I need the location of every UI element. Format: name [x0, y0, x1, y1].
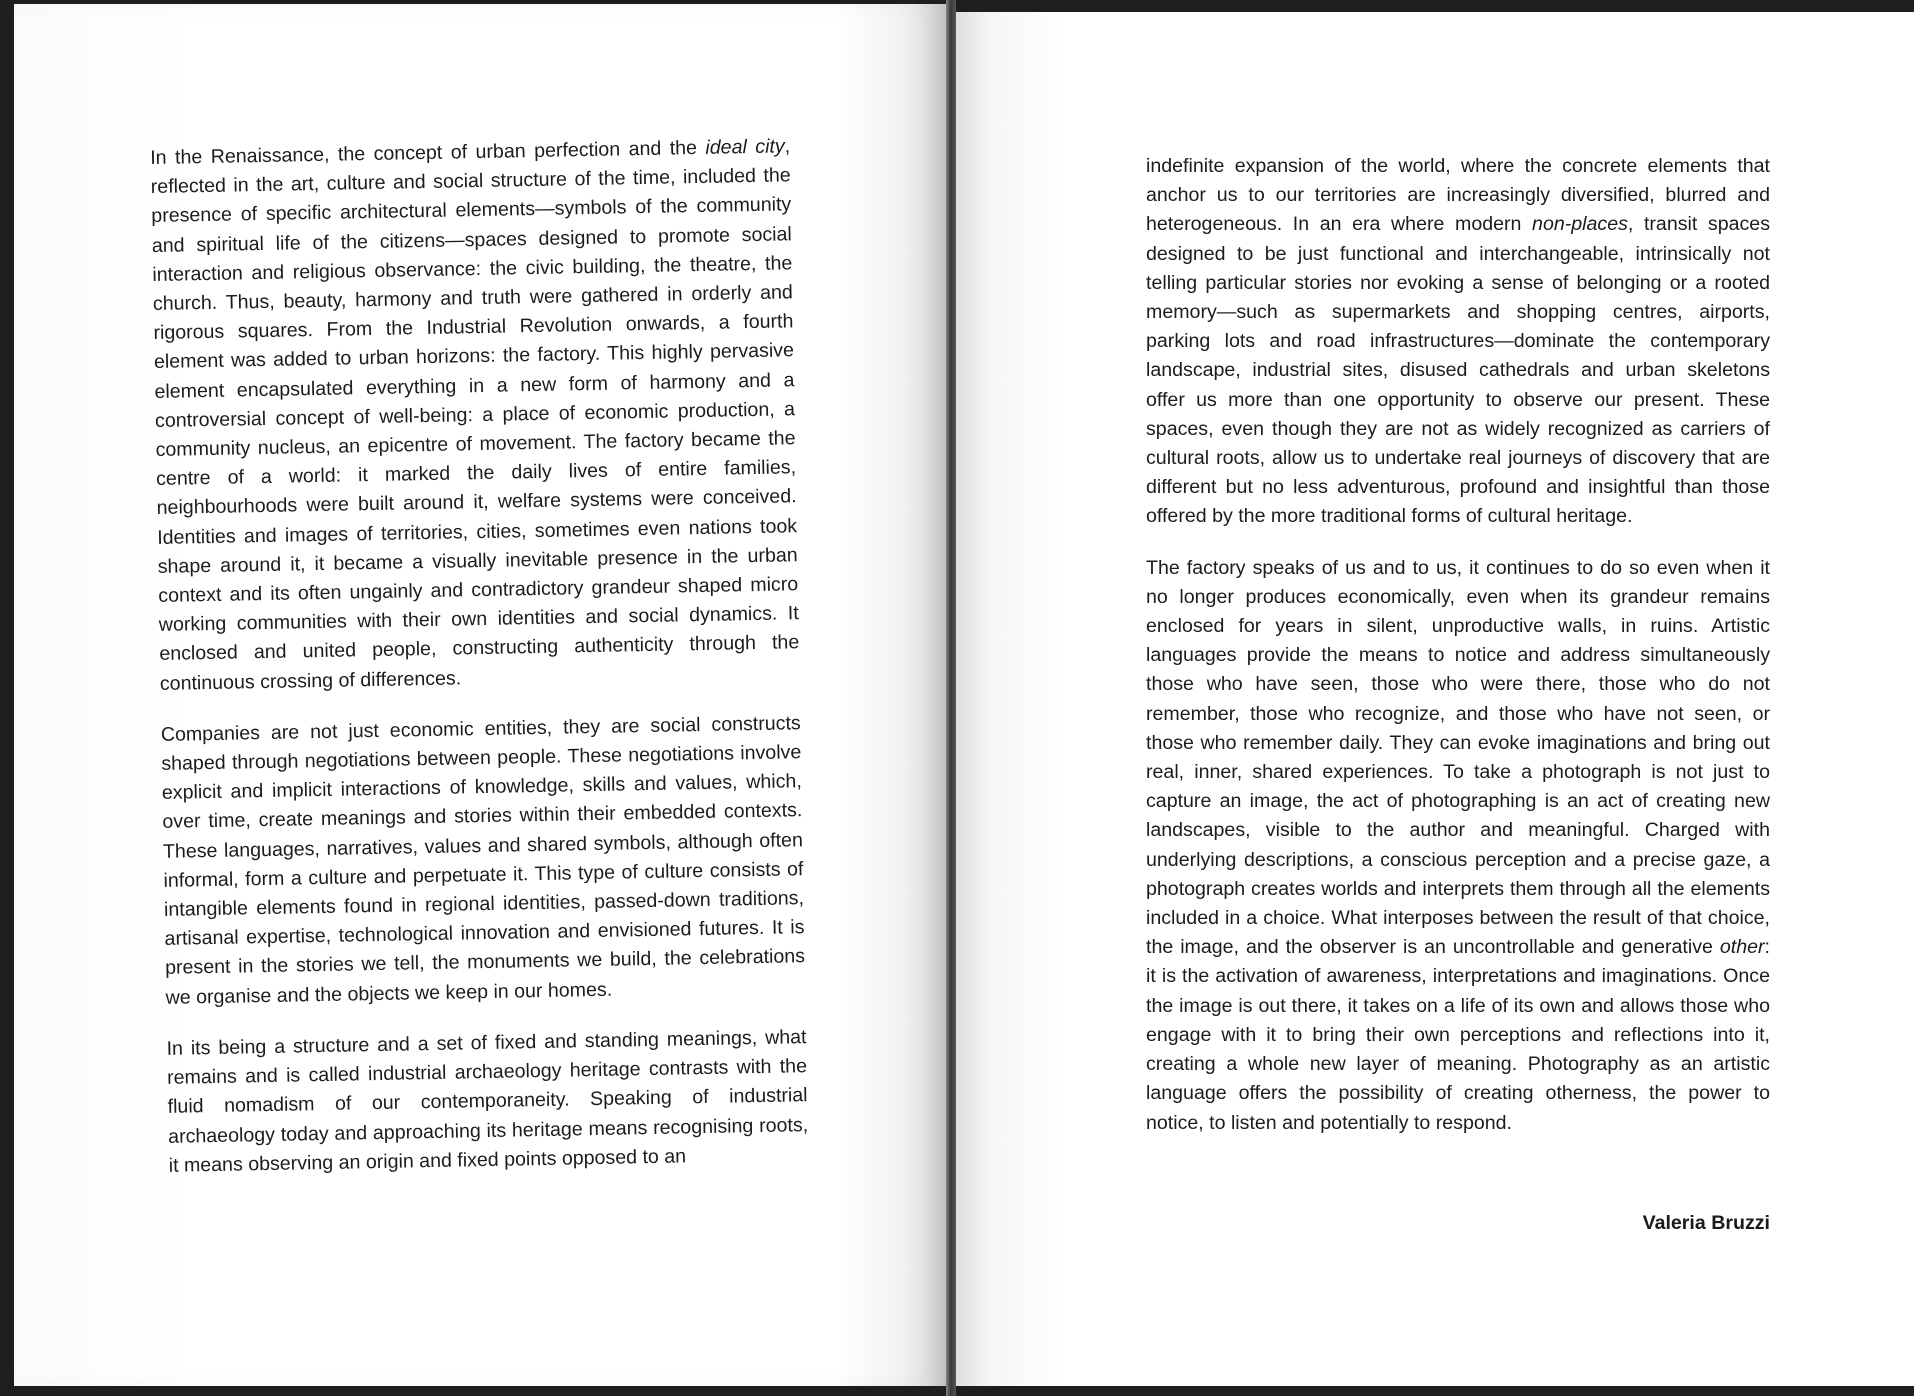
text-run: : it is the activation of awareness, interpretations and imaginations. Once the image is out there, it takes on a life of its own and allows those who engage with it to bring their own perceptions and reflections into it, creating a whole new layer of meaning. Photography as an artistic language offers the possibility of creating otherness, the power to notice, to listen and potentially to respond. — [1146, 936, 1770, 1134]
text-run: , transit spaces designed to be just functional and interchangeable, intrinsically not telling particular stories nor evoking a sense of belonging or a rooted memory—such as supermarkets and shopping centres, airports, parking lots and road infrastructures—dominate the contemporary landscape, industrial sites, disused cathedrals and urban skeletons offer us more than one opportunity to observe our present. These spaces, even though they are not as widely recognized as carriers of cultural roots, allow us to undertake real journeys of discovery that are different but no less adventurous, profound and insightful than those offered by the more traditional forms of cultural heritage. — [1146, 213, 1770, 528]
text-run: In the Renaissance, the concept of urban perfection and the — [150, 136, 706, 169]
italic-term: non-places — [1532, 213, 1628, 236]
left-paragraph-3 — [166, 1023, 809, 1181]
left-page-text — [150, 132, 809, 1202]
right-page — [952, 12, 1914, 1386]
left-paragraph-1 — [150, 132, 800, 698]
author-signature: Valeria Bruzzi — [1642, 1212, 1770, 1234]
book-gutter — [946, 0, 956, 1396]
text-run: The factory speaks of us and to us, it continues to do so even when it no longer produces economically, even when its grandeur remains enclosed for years in silent, unproductive walls, in ruins. Artistic languages provide the means to notice and address simultaneously those who have seen, those who were there, those who do not remember, those who recognize, and those who have not seen, or those who remember daily. They can evoke imaginations and bring out real, inner, shared experiences. To take a photograph is not just to capture an image, the act of photographing is an act of creating new landscapes, visible to the author and meaningful. Charged with underlying descriptions, a conscious perception and a precise gaze, a photograph creates worlds and interprets them through all the elements included in a choice. What interposes between the result of that choice, the image, and the observer is an uncontrollable and generative — [1146, 556, 1770, 959]
left-page — [14, 4, 950, 1386]
left-paragraph-2 — [161, 709, 806, 1013]
right-paragraph-1 — [1146, 152, 1770, 532]
text-run: indefinite expansion of the world, where the concrete elements that anchor us to our territories are increasingly diversified, blurred and heterogeneous. In an era where modern — [1146, 155, 1770, 236]
text-run: , reflected in the art, culture and social structure of the time, included the presence of specific architectural elements—symbols of the community and spiritual life of the citizens—spaces designed to promote social interaction and religious observance: the civic building, the theatre, the church. Thus, beauty, harmony and truth were gathered in orderly and rigorous squares. From the Industrial Revolution onwards, a fourth element was added to urban horizons: the factory. This highly pervasive element encapsulated everything in a new form of harmony and a controversial concept of well-being: a place of economic production, a community nucleus, an epicentre of movement. The factory became the centre of a world: it marked the daily lives of entire families, neighbourhoods were built around it, welfare systems were conceived. Identities and images of territories, cities, sometimes even nations took shape around it, it became a visually inevitable presence in the urban context and its often ungainly and contradictory grandeur shaped micro working communities with their own identities and social dynamics. It enclosed and united people, constructing authenticity through the continuous crossing of differences. — [150, 135, 800, 695]
italic-term: other — [1719, 936, 1765, 959]
right-paragraph-2 — [1146, 554, 1770, 1138]
text-run: Companies are not just economic entities, they are social constructs shaped through negotiations between people. These negotiations involve explicit and implicit interactions of knowledge, skills and values, which, over time, create meanings and stories within their embedded contexts. These languages, narratives, values and shared symbols, although often informal, form a culture and perpetuate it. This type of culture consists of intangible elements found in regional identities, passed-down traditions, artisanal expertise, technological innovation and envisioned futures. It is present in the stories we tell, the monuments we build, the celebrations we organise and the objects we keep in our homes. — [160, 712, 806, 1009]
italic-term: ideal city — [705, 135, 785, 159]
text-run: In its being a structure and a set of fixed and standing meanings, what remains and is called industrial archaeology heritage contrasts with the fluid nomadism of our contemporaneity. Speaking of industrial archaeology today and approaching its heritage means recognising roots, it means observing an origin and fixed points opposed to an — [166, 1026, 809, 1177]
right-page-text — [1146, 152, 1770, 1160]
